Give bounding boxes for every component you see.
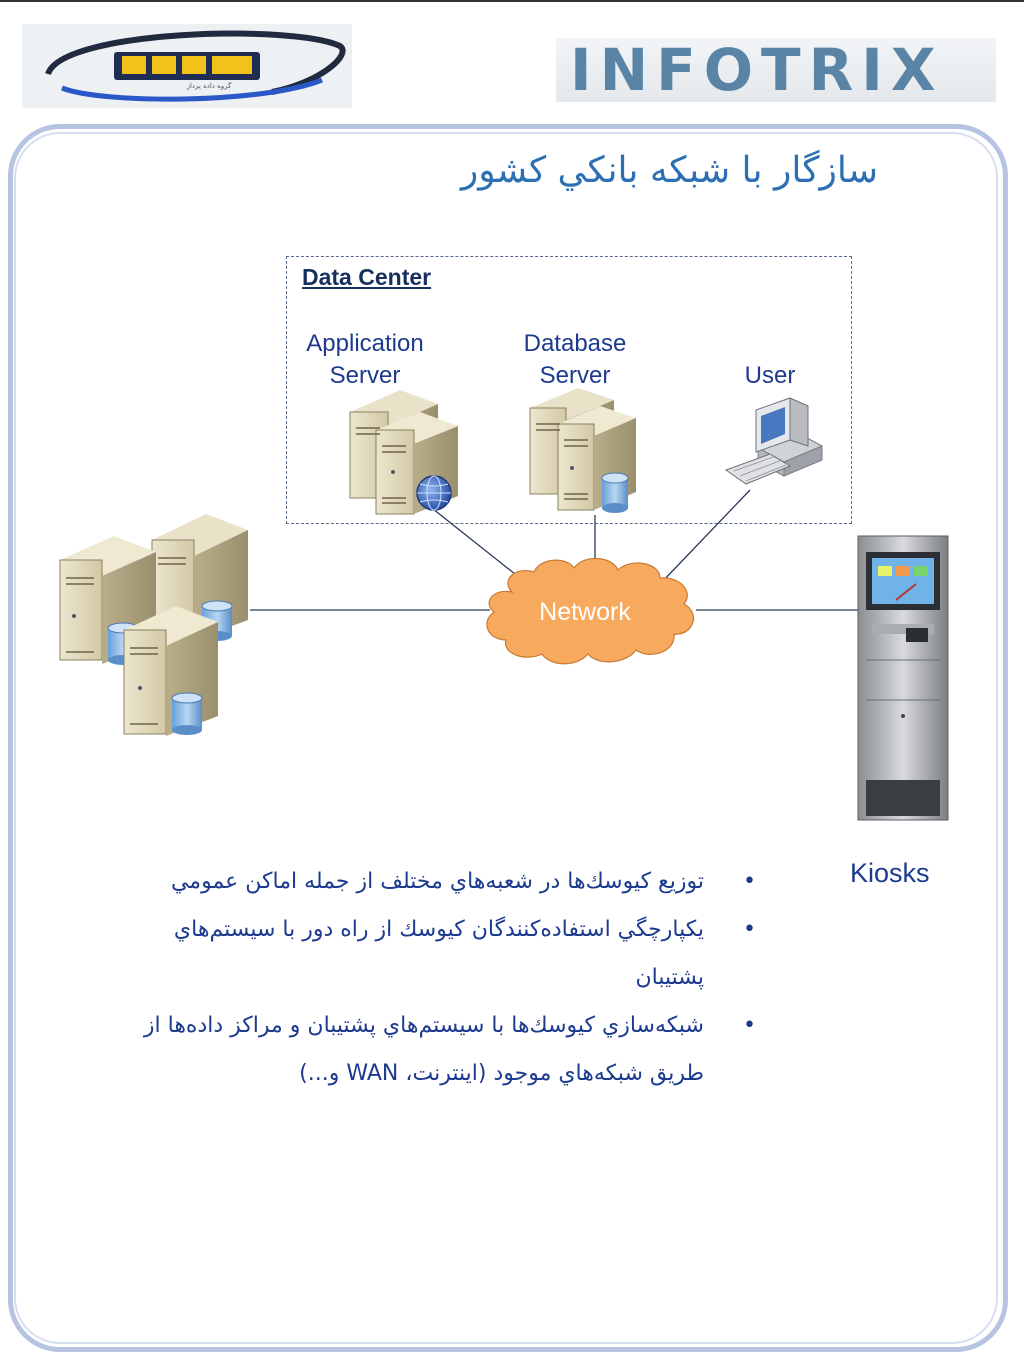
infotrix-wordmark: INFOTRIX (570, 36, 944, 104)
bullet-item (110, 1002, 760, 1098)
user-label: User (744, 362, 796, 389)
bullet-text: توزيع كيوسك‌ها در شعبه‌هاي مختلف از جمله اماكن عمومي (170, 869, 704, 894)
bullet-text: يكپارچگي استفاده‌كنندگان كيوسك از راه دور با سيستم‌هاي پشتيبان (173, 917, 704, 990)
bullet-item (110, 858, 760, 906)
database-server-label-line2: Server (539, 362, 611, 389)
slide-title: سازگار با شبكه بانكي كشور (460, 150, 878, 191)
application-server-label-line2: Server (329, 362, 401, 389)
bullet-list (110, 858, 760, 1098)
bullet-marker: • (743, 869, 756, 894)
server-farm-icon (60, 514, 248, 736)
network-label: Network (539, 598, 631, 626)
user-computer-icon (726, 398, 822, 484)
kiosk-icon (858, 536, 948, 820)
kiosks-label: Kiosks (850, 858, 930, 888)
database-server-icon (530, 388, 636, 513)
joya-logo-subtitle: گروه داده پرداز (186, 82, 232, 90)
data-center-label: Data Center (302, 264, 432, 290)
bullet-text: شبكه‌سازي كيوسك‌ها با سيستم‌هاي پشتيبان و مراكز داده‌ها از طريق شبكه‌هاي موجود (اينترنت، WAN و...) (143, 1013, 704, 1086)
application-server-icon (350, 390, 458, 514)
application-server-label-line1: Application (306, 330, 424, 357)
database-server-label-line1: Database (523, 330, 627, 357)
bullet-marker: • (743, 917, 756, 942)
bullet-item (110, 906, 760, 1002)
bullet-marker: • (743, 1013, 756, 1038)
